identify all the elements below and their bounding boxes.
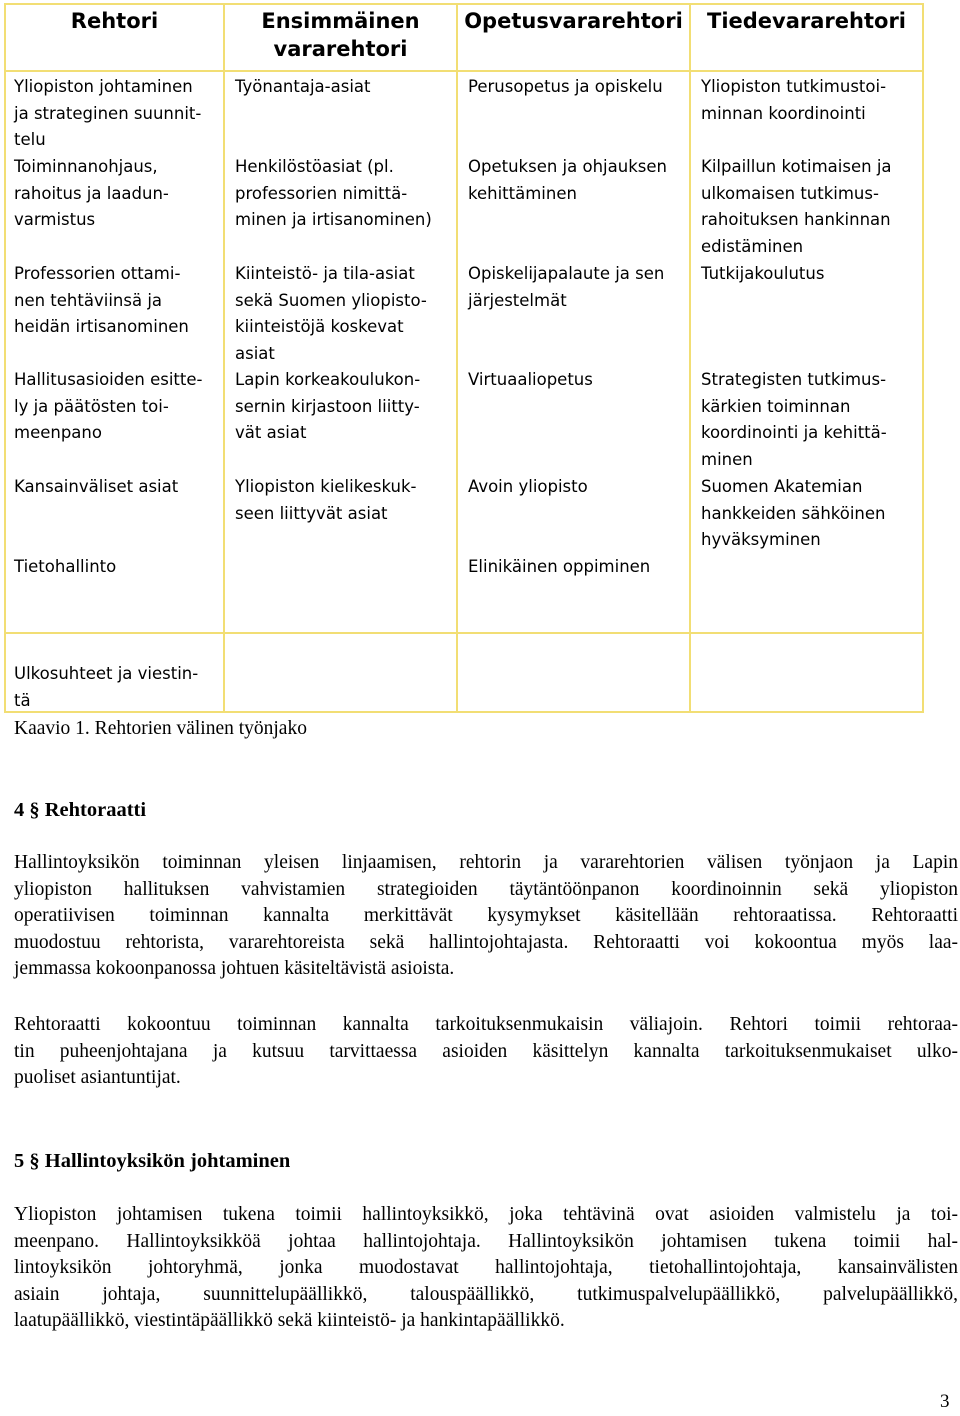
text-line: lintoyksikön johtoryhmä, jonka muodostavat hallintojohtaja, tietohallintojohtaja, kansainvälisten [14, 1257, 958, 1278]
cell-line: Toiminnanohjaus, [14, 157, 158, 176]
cell-line: minnan koordinointi [701, 103, 866, 123]
cell-line: professorien nimittä- [235, 183, 408, 203]
cell-line: Ulkosuhteet ja viestin- [14, 664, 199, 683]
text-line: meenpano. Hallintoyksikköä johtaa hallintojohtaja. Hallintoyksikön johtamisen tukena toimii hal- [14, 1230, 958, 1252]
table-cell [468, 74, 663, 101]
table-cell [235, 261, 427, 367]
table-cell [14, 661, 198, 714]
header-line: Tiedevararehtori [707, 9, 906, 33]
cell-line: Opetuksen ja ohjauksen [468, 157, 667, 176]
cell-line: kärkien toiminnan [701, 396, 851, 416]
cell-line: Suomen Akatemian [701, 477, 863, 496]
header-line: Rehtori [70, 9, 159, 33]
text-line: muodostuu rehtorista, vararehtoreista sekä hallintojohtajasta. Rehtoraatti voi kokoontua myös laa- [14, 931, 958, 953]
table-cell [235, 154, 432, 234]
cell-line: koordinointi ja kehittä- [701, 423, 887, 442]
cell-line: kehittäminen [468, 183, 577, 203]
cell-line: ja strateginen suunnit- [14, 103, 202, 123]
cell-line: seen liittyvät asiat [235, 503, 388, 523]
section-4-paragraph-2 [14, 1012, 958, 1092]
cell-line: Tutkijakoulutus [701, 264, 825, 283]
cell-line: Yliopiston johtaminen [14, 77, 193, 96]
section-5-heading: 5 § Hallintoyksikön johtaminen [14, 1150, 291, 1172]
table-cell [14, 554, 116, 581]
cell-line: tä [14, 690, 31, 710]
table-cell [14, 474, 178, 501]
cell-line: Perusopetus ja opiskelu [468, 77, 663, 96]
text-line: Rehtoraatti kokoontuu toiminnan kannalta tarkoituksenmukaisin väliajoin. Rehtori toimii rehtoraa- [14, 1014, 958, 1035]
text-line: puoliset asiantuntijat. [14, 1067, 181, 1088]
text-line: asiain johtaja, suunnittelupäällikkö, talouspäällikkö, tutkimuspalvelupäällikkö, palvelupäällikkö, [14, 1283, 958, 1305]
header-line: vararehtori [273, 37, 408, 61]
cell-line: varmistus [14, 210, 96, 229]
table-cell [701, 154, 892, 260]
header-ensimmainen-vararehtori [225, 7, 456, 63]
header-rehtori [6, 7, 223, 35]
cell-line: Opiskelijapalaute ja sen [468, 264, 665, 283]
header-line: Opetusvararehtori [464, 9, 683, 33]
cell-line: Henkilöstöasiat (pl. [235, 157, 394, 176]
text-line: Hallintoyksikön toiminnan yleisen linjaamisen, rehtorin ja vararehtorien välisen työnjaon ja Lapin [14, 852, 958, 873]
cell-line: Hallitusasioiden esitte- [14, 370, 203, 389]
cell-line: edistäminen [701, 236, 804, 256]
table-border [456, 3, 458, 713]
text-line: tin puheenjohtajana ja kutsuu tarvittaessa asioiden käsittelyn kannalta tarkoituksenmukaiset ulko- [14, 1040, 958, 1062]
cell-line: rahoitus ja laadun- [14, 183, 169, 203]
table-border [4, 70, 924, 72]
cell-line: Professorien ottami- [14, 264, 181, 283]
table-border [4, 3, 924, 5]
table-border [4, 3, 6, 713]
table-cell [701, 474, 886, 554]
section-4-heading: 4 § Rehtoraatti [14, 799, 147, 821]
cell-line: heidän irtisanominen [14, 317, 189, 336]
cell-line: telu [14, 130, 46, 149]
cell-line: minen [701, 449, 753, 469]
table-cell [14, 367, 202, 447]
figure-caption: Kaavio 1. Rehtorien välinen työnjako [14, 718, 307, 739]
cell-line: sernin kirjastoon liitty- [235, 396, 420, 416]
cell-line: Kiinteistö- ja tila-asiat [235, 264, 415, 283]
table-border [922, 3, 924, 713]
cell-line: nen tehtäviinsä ja [14, 290, 163, 310]
cell-line: kiinteistöjä koskevat [235, 317, 404, 336]
cell-line: meenpano [14, 423, 102, 442]
cell-line: Kansainväliset asiat [14, 477, 179, 496]
table-cell [468, 554, 650, 581]
table-cell [14, 261, 189, 341]
text-line: yliopiston hallituksen vahvistamien strategioiden täytäntöönpanon koordinoinnin sekä yliopiston [14, 878, 958, 900]
cell-line: minen ja irtisanominen) [235, 210, 432, 229]
table-cell [701, 261, 824, 288]
table-cell [701, 74, 886, 127]
cell-line: hankkeiden sähköinen [701, 503, 886, 523]
cell-line: Avoin yliopisto [468, 477, 588, 496]
header-tiedevararehtori [691, 7, 922, 35]
table-cell [235, 74, 371, 101]
text-line: jemmassa kokoonpanossa johtuen käsiteltävistä asioista. [14, 958, 455, 979]
text-line: Yliopiston johtamisen tukena toimii hallintoyksikkö, joka tehtävinä ovat asioiden valmistelu ja toi- [14, 1204, 958, 1225]
text-line: laatupäällikkö, viestintäpäällikkö sekä kiinteistö- ja hankintapäällikkö. [14, 1310, 565, 1331]
text-line: operatiivisen toiminnan kannalta merkittävät kysymykset käsitellään rehtoraatissa. Rehtoraatti [14, 905, 958, 926]
cell-line: Yliopiston kielikeskuk- [235, 477, 417, 496]
cell-line: Lapin korkeakoulukon- [235, 370, 421, 389]
cell-line: ly ja päätösten toi- [14, 396, 169, 416]
section-5-paragraph-1 [14, 1202, 958, 1335]
header-opetusvararehtori [458, 7, 689, 35]
table-border [223, 3, 225, 713]
cell-line: asiat [235, 343, 275, 363]
cell-line: sekä Suomen yliopisto- [235, 290, 427, 310]
cell-line: Virtuaaliopetus [468, 370, 593, 389]
cell-line: ulkomaisen tutkimus- [701, 183, 879, 203]
cell-line: Yliopiston tutkimustoi- [701, 77, 887, 96]
cell-line: Työnantaja-asiat [235, 77, 371, 96]
cell-line: Kilpaillun kotimaisen ja [701, 157, 892, 176]
cell-line: Elinikäinen oppiminen [468, 557, 651, 576]
table-border [689, 3, 691, 713]
cell-line: Strategisten tutkimus- [701, 370, 887, 389]
table-cell [235, 474, 416, 527]
table-cell [468, 261, 664, 314]
header-line: Ensimmäinen [261, 9, 420, 33]
table-cell [14, 154, 169, 234]
table-cell [468, 154, 667, 207]
table-cell [235, 367, 420, 447]
table-border [4, 632, 924, 634]
cell-line: vät asiat [235, 423, 307, 442]
table-cell [701, 367, 887, 473]
cell-line: hyväksyminen [701, 530, 821, 549]
table-cell [14, 74, 201, 154]
duties-table [4, 3, 924, 713]
page-number: 3 [940, 1391, 950, 1412]
cell-line: järjestelmät [468, 290, 567, 310]
table-cell [468, 474, 588, 501]
section-4-paragraph-1 [14, 850, 958, 983]
cell-line: Tietohallinto [14, 557, 117, 576]
table-cell [468, 367, 593, 394]
cell-line: rahoituksen hankinnan [701, 210, 891, 229]
